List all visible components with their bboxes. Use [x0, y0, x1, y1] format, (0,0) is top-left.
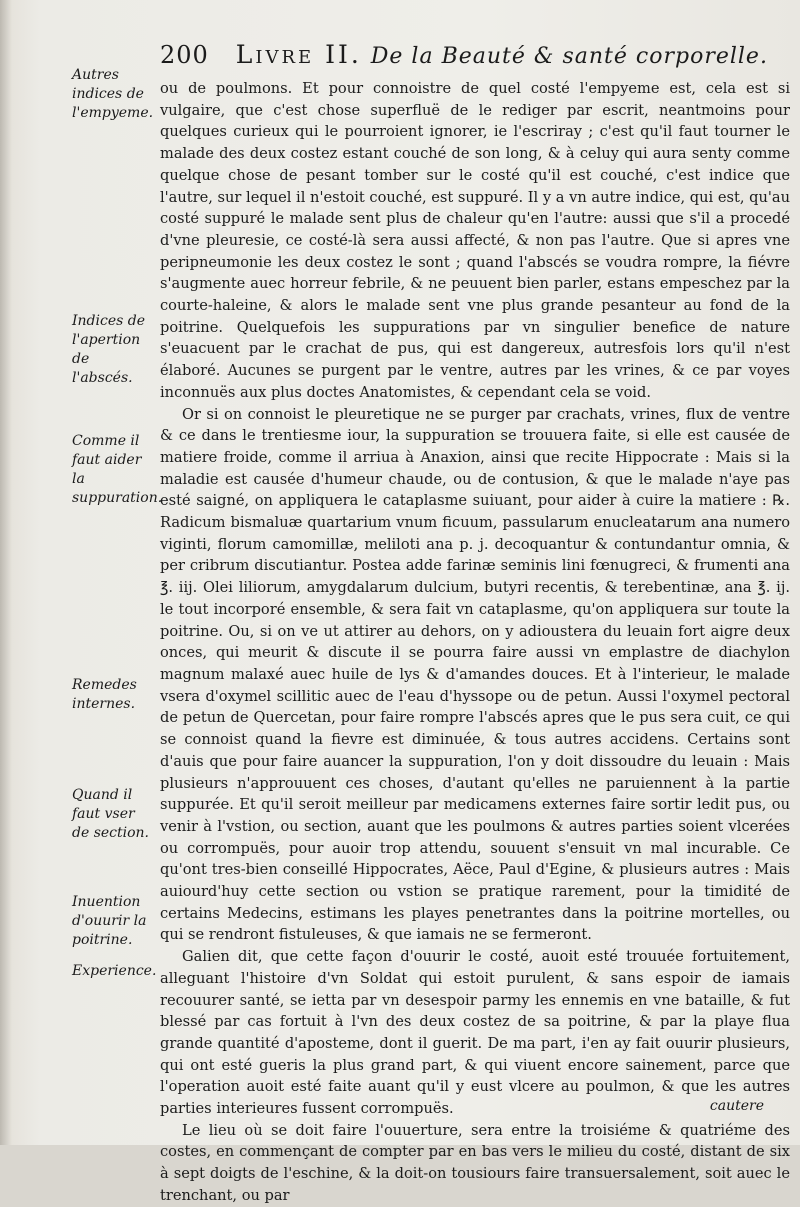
paragraph: ou de poulmons. Et pour connoistre de quel costé l'empyeme est, cela est si vulgaire, que c'est chose superfluë de le rediger par escrit, neantmoins pour quelques curieux qui le pourroient ignorer, ie l'escriray ; c'est qu'il faut tourner le malade des deux costez estant couché de son long, & à celuy qui aura senty comme quelque chose de pesant tomber sur le costé qu'il est couché, c'est indice que l'autre, sur lequel il n'estoit couché, est suppuré. Il y a vn autre indice, qui est, qu'au costé suppuré le malade sent plus de chaleur qu'en l'autre: aussi que s'il a procedé d'vne pleuresie, ce costé-là sera aussi affecté, & non pas l'autre. Que si apres vne peripneumonie les deux costez le sont ; quand l'abscés se voudra rompre, la fiévre s'augmente auec horreur febrile, & ne peuuent bien parler, estans empeschez par la courte-haleine, & alors le malade sent vne plus grande pesanteur au fond de la poitrine. Quelquefois les suppurations par vn singulier benefice de nature s'euacuent par le crachat de pus, qui est dangereux, autresfois lors qu'il n'est élaboré. Aucunes se purgent par le ventre, autres par les vrines, & ce par voyes inconnuës aux plus doctes Anatomistes, & cependant cela se void. [160, 80, 790, 401]
book-label: Livre II. [235, 40, 362, 69]
margin-note: Experience. [72, 963, 157, 979]
catchword: cautere [709, 1098, 764, 1114]
margin-note: Comme il faut aider la suppuration. [72, 433, 163, 506]
paragraph: Galien dit, que cette façon d'ouurir le costé, auoit esté trouuée fortuitement, alleguant l'histoire d'vn Soldat qui estoit purulent, & sans espoir de iamais recouurer santé, se ietta par vn desespoir parmy les ennemis en vne bataille, & fut blessé par cas fortuit à l'vn des deux costez de sa poitrine, & par la playe flua grande quantité d'aposteme, dont il guerit. De ma part, i'en ay fait ouurir plusieurs, qui ont esté gueris la plus grand part, & qui viuent encore sainement, parce que l'operation auoit esté faite auant qu'il y eust vlcere au poulmon, & que les autres parties interieures fussent corrompuës. [160, 948, 790, 1118]
running-header [160, 40, 790, 74]
running-title: De la Beauté & santé corporelle. [370, 44, 768, 69]
margin-note: Quand il faut vser de section. [72, 787, 150, 841]
margin-note: Inuention d'ouurir la poitrine. [72, 894, 147, 948]
margin-note: Indices de l'apertion de l'abscés. [72, 313, 145, 386]
paragraph: Le lieu où se doit faire l'ouuerture, sera entre la troisiéme & quatriéme des costes, en commençant de compter par en bas vers le milieu du costé, distant de six à sept doigts de l'eschine, & la doit-on tousiours faire transuersalement, soit auec le trenchant, ou par [160, 1121, 790, 1204]
margin-note: Autres indices de l'empyeme. [72, 67, 154, 121]
margin-note: Remedes internes. [72, 677, 137, 712]
page-number: 200 [160, 41, 209, 69]
paragraph: Or si on connoist le pleuretique ne se purger par crachats, vrines, flux de ventre & ce dans le trentiesme iour, la suppuration se trouuera faite, si elle est causée de matiere froide, comme il arriua à Anaxion, ainsi que recite Hippocrate : Mais si la maladie est causée d'humeur chaude, ou de contusion, & que le malade n'aye pas esté saigné, on appliquera le cataplasme suiuant, pour aider à cuire la matiere : ℞. Radicum bismaluæ quartarium vnum ficuum, passularum enucleatarum ana numero viginti, florum camomillæ, meliloti ana p. j. decoquantur & contundantur omnia, & per cribrum discutiantur. Postea adde farinæ seminis lini fœnugreci, & frumenti ana ℥. iij. Olei liliorum, amygdalarum dulcium, butyri recentis, & terebentinæ, ana ℥. ij. le tout incorporé ensemble, & sera fait vn cataplasme, qu'on appliquera sur toute la poitrine. Ou, si on ve ut attirer au dehors, on y adioustera du leuain fort aigre deux onces, qui meurit & discute il se pourra faire aussi vn emplastre de diachylon magnum malaxé auec huile de lys & d'amandes douces. Et à l'interieur, le malade vsera d'oxymel scillitic auec de l'eau d'hyssope ou de petun. Aussi l'oxymel pectoral de petun de Quercetan, pour faire rompre l'abscés apres que le pus sera cuit, ce qui se connoist quand la fievre est diminuée, & tous autres accidens. Certains sont d'auis que pour faire auancer la suppuration, l'on y doit dissoudre du leuain : Mais plusieurs n'approuuent ces choses, d'autant qu'elles ne paruiennent à la partie suppurée. Et qu'il seroit meilleur par medicamens externes faire sortir ledit pus, ou venir à l'vstion, ou section, auant que les poulmons & autres parties soient vlcerées ou corrompuës, pour auoir trop attendu, souuent s'ensuit vn mal incurable. Ce qu'ont tres-bien conseillé Hippocrates, Aëce, Paul d'Egine, & plusieurs autres : Mais auiourd'huy cette section ou vstion se pratique rarement, pour la timidité de certains Medecins, estimans les playes penetrantes dans la poitrine mortelles, ou qui se rendront fistuleuses, & que iamais ne se fermeront. [160, 405, 790, 944]
main-text [160, 78, 790, 1207]
